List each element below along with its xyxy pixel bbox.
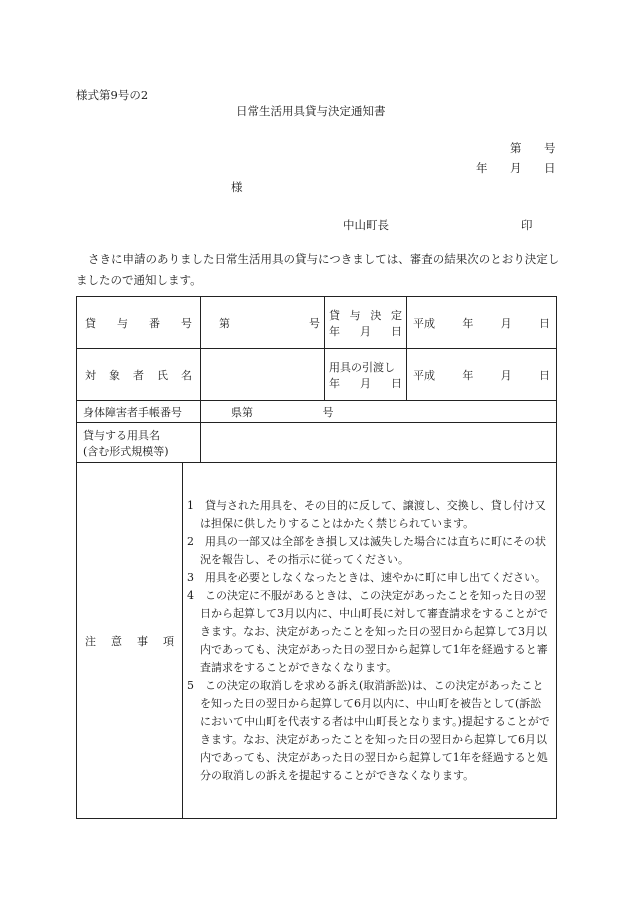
decision-date-label: 貸 与 決 定 年 月 日 [325, 297, 407, 349]
item-name-value [201, 423, 557, 463]
note-item: 2 用具の一部又は全部をき損し又は滅失した場合には直ちに町にその状況を報告し、その指示に従ってください。 [187, 534, 546, 566]
handbook-value: 県第 号 [201, 401, 557, 423]
row-notes [77, 463, 557, 819]
handbook-label: 身体障害者手帳番号 [77, 401, 201, 423]
handover-date-label: 用具の引渡し 年 月 日 [325, 349, 407, 401]
note-item: 1 貸与された用具を、その目的に反して、譲渡し、交換し、貸し付け又は担保に供したりすることはかたく禁じられています。 [187, 498, 546, 530]
row-handbook [77, 401, 557, 423]
seal-mark: 印 [521, 218, 533, 232]
date-day: 日 [544, 161, 556, 175]
intro-text: さきに申請のありました日常生活用具の貸与につきましては、審査の結果次のとおり決定しましたので通知します。 [76, 252, 560, 287]
loan-form-table [76, 296, 557, 819]
target-name-label: 対 象 者 氏 名 [77, 349, 201, 401]
decision-date-value: 平成 年 月 日 [407, 297, 557, 349]
notes-content [183, 463, 557, 819]
handover-date-value: 平成 年 月 日 [407, 349, 557, 401]
target-name-value [201, 349, 325, 401]
row-item-name [77, 423, 557, 463]
note-item: 3 用具を必要としなくなったときは、速やかに町に申し出てください。 [187, 570, 546, 584]
addressee-suffix: 様 [231, 180, 243, 194]
doc-number-suffix: 号 [544, 141, 556, 155]
notes-label: 注 意 事 項 [77, 463, 183, 819]
document-title: 日常生活用具貸与決定通知書 [236, 104, 386, 118]
item-name-label: 貸与する用具名 (含む形式規模等) [77, 423, 201, 463]
row-target-name [77, 349, 557, 401]
date-month: 月 [510, 161, 522, 175]
issuer-name: 中山町長 [343, 218, 389, 232]
form-id: 様式第9号の2 [76, 88, 149, 102]
date-year: 年 [476, 161, 488, 175]
note-item: 5 この決定の取消しを求める訴え(取消訴訟)は、この決定があったことを知った日の翌日から起算して6月以内に、中山町を被告として(訴訟において中山町を代表する者は中山町長となります。)提起することができます。なお、決定があったことを知った日の翌日から起算して6月以内であっても、決定があった日の翌日から起算して1年を経過すると処分の取消しの訴えを提起することができなくなります。 [187, 678, 550, 782]
note-item: 4 この決定に不服があるときは、この決定があったことを知った日の翌日から起算して3月以内に、中山町長に対して審査請求をすることができます。なお、決定があったことを知った日の翌日から起算して3月以内であっても、決定があった日の翌日から起算して1年を経過すると審査請求をすることができなくなります。 [187, 588, 548, 674]
loan-number-label: 貸 与 番 号 [77, 297, 201, 349]
loan-number-value: 第 号 [201, 297, 325, 349]
doc-number-prefix: 第 [510, 141, 522, 155]
row-loan-number [77, 297, 557, 349]
